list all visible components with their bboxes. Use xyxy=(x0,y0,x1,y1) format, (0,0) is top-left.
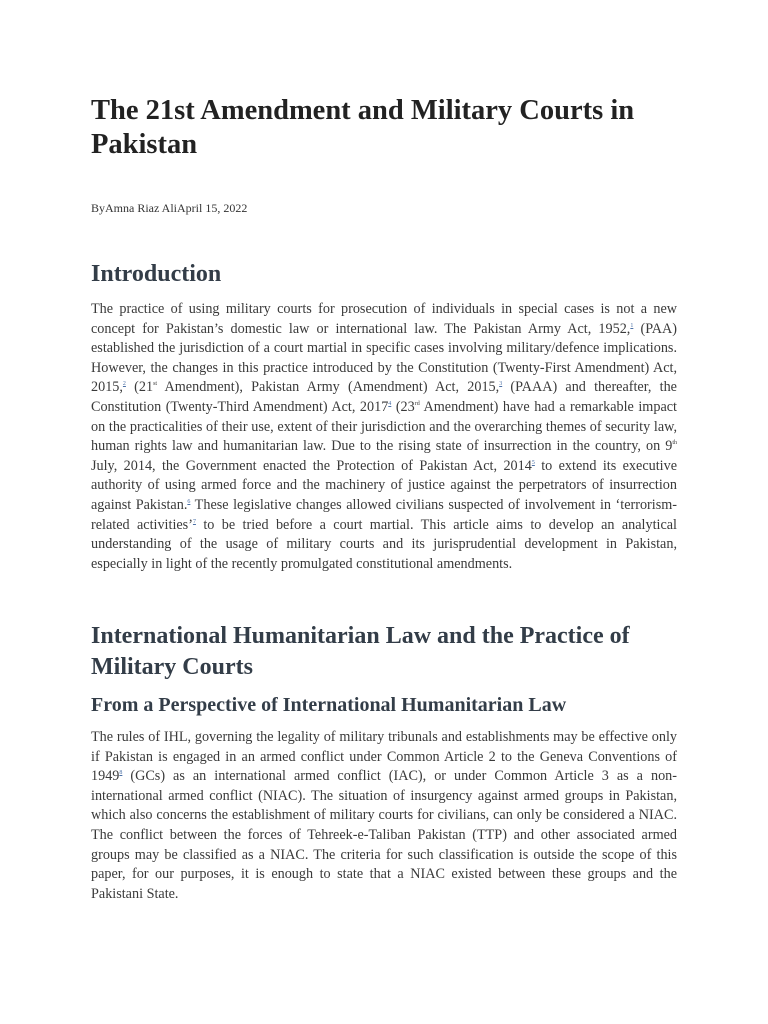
text-run: (PAAA) and thereafter, the Constitution (Twenty-Third Amendment) Act, 2017 xyxy=(91,379,677,415)
text-run: to extend its executive authority of using armed force and the machinery of justice against the perpetrators of insurrection against Pakistan. xyxy=(91,457,677,513)
footnote-link[interactable]: 7 xyxy=(192,518,196,525)
text-run: (23 xyxy=(391,398,415,415)
ordinal-suffix: st xyxy=(153,381,158,388)
footnote-link[interactable]: 6 xyxy=(187,498,191,505)
text-run: The practice of using military courts for prosecution of individuals in special cases is not a new concept for Pakistan’s domestic law or international law. The Pakistan Army Act, 1952, xyxy=(91,301,677,337)
text-run: (GCs) as an international armed conflict (IAC), or under Common Article 3 as a non-international armed conflict (NIAC). The situation of insurgency against armed groups in Pakistan, which also concerns the establishment of military courts for civilians, can only be considered a NIAC. The conflict between the forces of Tehreek-e-Taliban Pakistan (TTP) and other associated armed groups may be classified as a NIAC. The criteria for such classification is outside the scope of this paper, for our purposes, it is enough to state that a NIAC existed between these groups and the Pakistani State. xyxy=(91,768,677,902)
ihl-paragraph xyxy=(91,728,677,904)
text-run: July, 2014, the Government enacted the Protection of Pakistan Act, 2014 xyxy=(91,457,532,474)
introduction-heading: Introduction xyxy=(91,261,222,287)
ordinal-suffix: rd xyxy=(414,400,420,407)
text-run: to be tried before a court martial. This article aims to develop an analytical understanding of the usage of military courts and its jurisprudential development in Pakistan, especially in light of the recently promulgated constitutional amendments. xyxy=(91,516,677,572)
footnote-link[interactable]: 4 xyxy=(388,400,392,407)
ordinal-suffix: th xyxy=(672,440,677,447)
ihl-subheading: From a Perspective of International Humanitarian Law xyxy=(91,694,567,716)
text-run: The rules of IHL, governing the legality of military tribunals and establishments may be effective only if Pakistan is engaged in an armed conflict under Common Article 2 to the Geneva Conventions of 1949 xyxy=(91,729,677,785)
footnote-link[interactable]: 8 xyxy=(119,770,123,777)
footnote-link[interactable]: 3 xyxy=(499,381,503,388)
byline: ByAmna Riaz AliApril 15, 2022 xyxy=(91,201,248,215)
text-run: (21 xyxy=(125,379,154,396)
text-run: Amendment) have had a remarkable impact on the practicalities of their use, extent of their jurisdiction and the overarching themes of security law, human rights law and humanitarian law. Due to the rising state of insurrection in the country, on 9 xyxy=(91,398,677,455)
text-run: These legislative changes allowed civilians suspected of involvement in ‘terrorism-related activities’ xyxy=(91,496,677,533)
footnote-link[interactable]: 2 xyxy=(122,381,126,388)
text-run: Amendment), Pakistan Army (Amendment) Act, 2015, xyxy=(157,379,500,396)
introduction-paragraph xyxy=(91,300,677,574)
ihl-section-heading: International Humanitarian Law and the Practice of Military Courts xyxy=(91,623,630,680)
article-title: The 21st Amendment and Military Courts in Pakistan xyxy=(91,95,635,160)
text-run: (PAA) established the jurisdiction of a court martial in specific cases involving military/defence implications. However, the changes in this practice introduced by the Constitution (Twenty-First Amendment) Act, 2015, xyxy=(91,320,677,396)
footnote-link[interactable]: 5 xyxy=(531,459,535,466)
footnote-link[interactable]: 1 xyxy=(630,322,634,329)
